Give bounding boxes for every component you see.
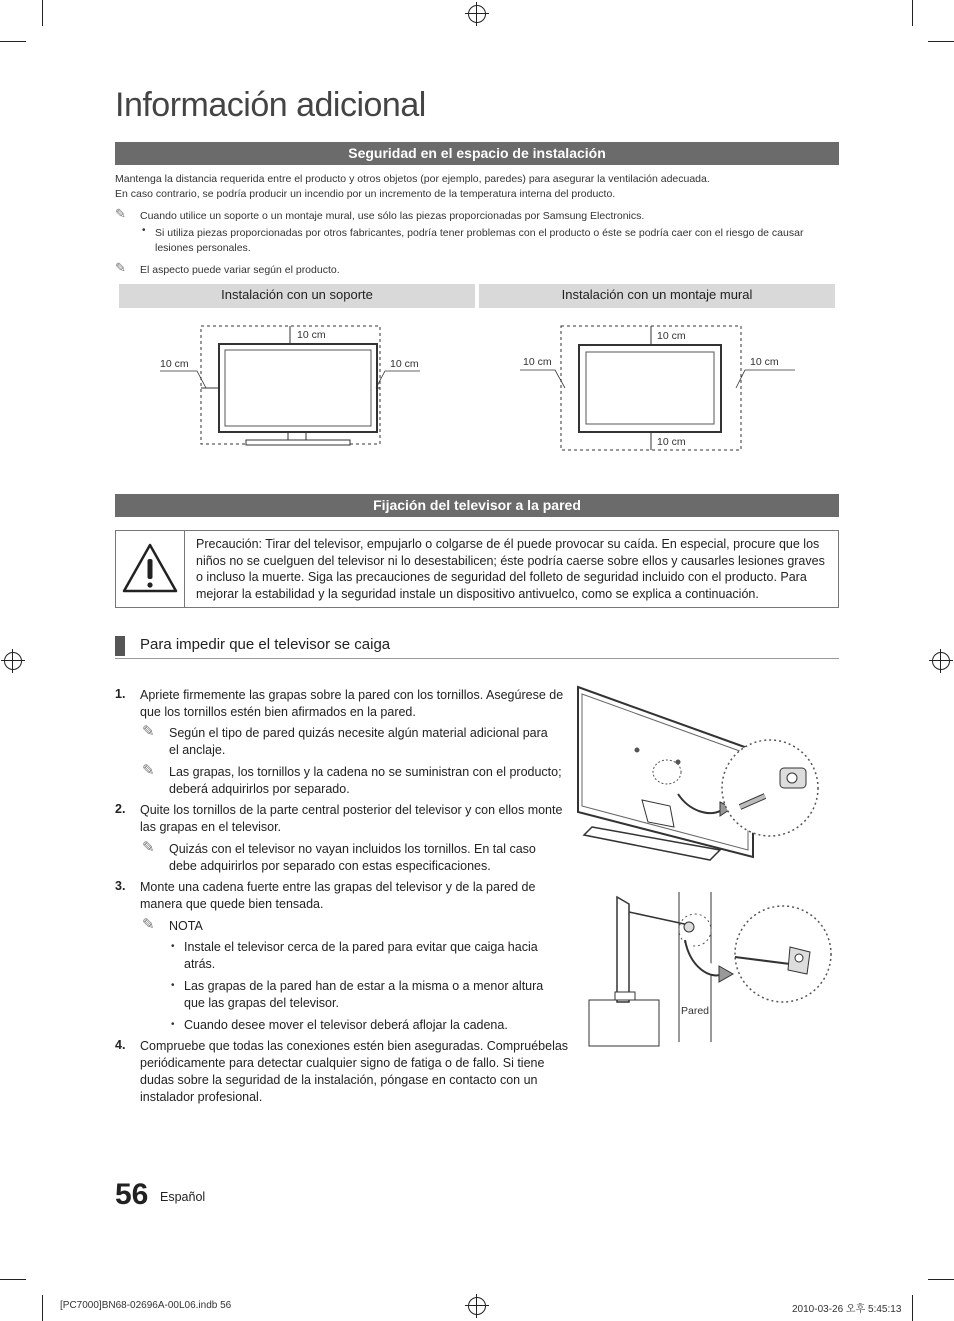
step-4-line-4: instalador profesional. (140, 1090, 263, 1104)
caution-body: : Tirar del televisor, empujarlo o colgarse de él puede provocar su caída. En especial, procure que los niños no se cuelguen del televisor ni lo desestabilicen; éste podría caerse sobre ellos y causarles lesiones graves o incluso la muerte. Siga las precauciones de seguridad del folleto de seguridad incluido con el producto. Para mejorar la estabilidad y la seguridad instale un dispositivo antivuelco, como se explica a continuación. (196, 537, 825, 601)
nota-bullet-1-line-1: Instale el televisor cerca de la pared para evitar que caiga hacia (184, 940, 538, 954)
dim-left: 10 cm (160, 358, 189, 370)
note-2-line-2: deberá adquirirlos por separado. (169, 782, 350, 796)
note-pencil-icon: ✎ (142, 839, 155, 856)
warning-triangle-icon (116, 531, 184, 607)
step-2-line-2: las grapas en el televisor. (140, 820, 282, 834)
note-1: Cuando utilice un soporte o un montaje mural, use sólo las piezas proporcionadas por Samsung Electronics. (140, 210, 645, 222)
bullet-dot-icon: • (171, 980, 175, 991)
step-3-line-2: manera que quede bien tensada. (140, 897, 324, 911)
step-number: 1. (115, 687, 126, 701)
column-header-wall-mount: Instalación con un montaje mural (479, 284, 835, 308)
intro-line-1: Mantenga la distancia requerida entre el producto y otros objetos (por ejemplo, paredes) para asegurar la ventilación adecuada. (115, 173, 710, 185)
note-1-line-1: Según el tipo de pared quizás necesite algún material adicional para (169, 726, 548, 740)
note-2-line-1: Las grapas, los tornillos y la cadena no se suministran con el producto; (169, 765, 562, 779)
note-3-line-2: debe adquirirlos por separado con estas especificaciones. (169, 859, 491, 873)
caution-label: Precaución (196, 537, 259, 551)
note-pencil-icon: ✎ (142, 916, 155, 933)
step-3-line-1: Monte una cadena fuerte entre las grapas del televisor y de la pared de (140, 880, 536, 894)
subheading-marker (115, 636, 125, 656)
nota-bullet-2-line-1: Las grapas de la pared han de estar a la misma o a menor altura (184, 979, 544, 993)
footer-date: 2010-03-26 오후 5:45:13 (792, 1304, 902, 1315)
step-1-line-1: Apriete firmemente las grapas sobre la pared con los tornillos. Asegúrese de (140, 688, 564, 702)
note-pencil-icon: ✎ (115, 260, 126, 275)
caution-icon-cell (116, 531, 185, 607)
bullet-dot-icon: • (171, 941, 175, 952)
note-2: El aspecto puede variar según el producto. (140, 264, 340, 276)
nota-bullet-3: Cuando desee mover el televisor deberá aflojar la cadena. (184, 1018, 508, 1032)
registration-mark-bottom (468, 1297, 486, 1315)
caution-box (115, 530, 839, 608)
dim-top: 10 cm (657, 330, 686, 342)
bullet-dot-icon: • (142, 225, 146, 236)
step-number: 3. (115, 879, 126, 893)
note-1-line-2: el anclaje. (169, 743, 226, 757)
registration-mark-top (468, 5, 486, 23)
step-4-line-1: Compruebe que todas las conexiones estén bien aseguradas. Compruébelas (140, 1039, 569, 1053)
tv-back-clip-illustration (570, 682, 840, 867)
section-bar-installation-safety: Seguridad en el espacio de instalación (115, 142, 839, 165)
stand-installation-diagram (150, 318, 440, 453)
column-header-stand: Instalación con un soporte (119, 284, 475, 308)
dim-right: 10 cm (390, 358, 419, 370)
note-pencil-icon: ✎ (142, 723, 155, 740)
footer-language: Español (160, 1190, 206, 1204)
step-4-line-3: dudas sobre la seguridad de la instalación, póngase en contacto con un (140, 1073, 538, 1087)
step-4-line-2: periódicamente para detectar cualquier signo de fatiga o de fallo. Si tiene (140, 1056, 545, 1070)
dim-left: 10 cm (523, 356, 552, 368)
nota-bullet-2-line-2: que las grapas del televisor. (184, 996, 339, 1010)
section-bar-wall-fixing: Fijación del televisor a la pared (115, 494, 839, 517)
step-1-line-2: que los tornillos estén bien afirmados en la pared. (140, 705, 416, 719)
subheading (115, 634, 839, 659)
note-pencil-icon: ✎ (115, 206, 126, 221)
subheading-text: Para impedir que el televisor se caiga (140, 636, 391, 653)
intro-line-2: En caso contrario, se podría producir un incendio por un incremento de la temperatura interna del producto. (115, 188, 616, 200)
note-pencil-icon: ✎ (142, 762, 155, 779)
step-number: 2. (115, 802, 126, 816)
step-number: 4. (115, 1038, 126, 1052)
nota-bullet-1-line-2: atrás. (184, 957, 216, 971)
bullet-1-line-2: lesiones personales. (155, 242, 251, 254)
step-2-line-1: Quite los tornillos de la parte central posterior del televisor y con ellos monte (140, 803, 563, 817)
dim-right: 10 cm (750, 356, 779, 368)
bullet-dot-icon: • (171, 1019, 175, 1030)
footer-file: [PC7000]BN68-02696A-00L06.indb 56 (60, 1300, 232, 1311)
wall-label: Pared (681, 1005, 710, 1017)
nota-label: NOTA (169, 919, 203, 933)
dim-top: 10 cm (297, 329, 326, 341)
page-title: Información adicional (115, 86, 426, 124)
page-number: 56 (115, 1178, 149, 1211)
registration-mark-right (932, 652, 950, 670)
caution-text (196, 536, 830, 602)
bullet-1-line-1: Si utiliza piezas proporcionadas por otros fabricantes, podría tener problemas con el producto o éste se podría caer con el riesgo de causar (155, 227, 804, 239)
dim-bottom: 10 cm (657, 436, 686, 448)
tv-chain-wall-illustration (585, 892, 840, 1047)
registration-mark-left (4, 652, 22, 670)
note-3-line-1: Quizás con el televisor no vayan incluidos los tornillos. En tal caso (169, 842, 536, 856)
